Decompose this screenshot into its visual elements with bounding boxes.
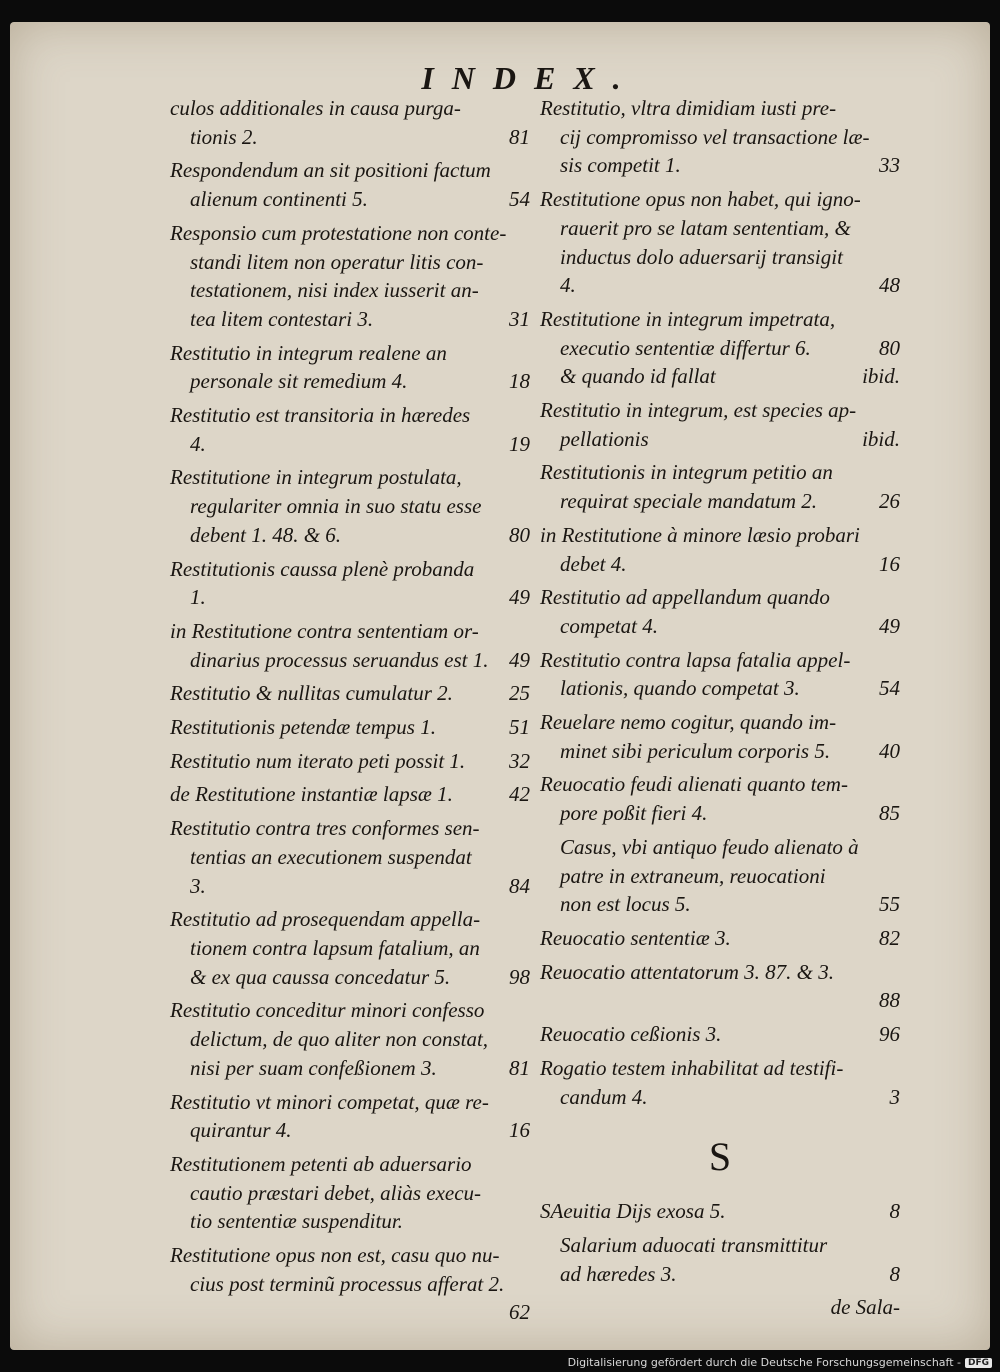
entry-text: non est locus 5.: [560, 892, 691, 917]
entry-text: Restitutionem petenti ab aduersario: [170, 1151, 472, 1176]
entry-text: delictum, de quo aliter non constat,: [190, 1027, 489, 1052]
page-reference: 48: [879, 273, 900, 298]
page-reference: 96: [879, 1022, 900, 1047]
entry-line: [540, 1020, 900, 1049]
page-reference: 16: [879, 551, 900, 576]
entry-text: patre in extraneum, reuocationi: [560, 863, 826, 888]
entry-text: candum 4.: [560, 1084, 648, 1109]
entry-text: executio sententiæ differtur 6.: [560, 335, 811, 360]
entry-text: SAeuitia Dijs exosa 5.: [540, 1199, 726, 1224]
index-entry: [170, 713, 530, 742]
entry-line: [540, 425, 900, 454]
entry-line: [540, 396, 900, 425]
entry-text: Restitutionis in integrum petitio an: [540, 460, 833, 485]
right-column: [540, 94, 900, 1322]
entry-text: Restitutio in integrum realene an: [170, 340, 447, 365]
dfg-logo-icon: DFG: [965, 1358, 992, 1368]
index-entry: [540, 305, 900, 391]
index-entry: [540, 94, 900, 180]
entry-text: Restitutio num iterato peti possit 1.: [170, 748, 466, 773]
entry-line: [170, 1298, 530, 1327]
entry-line: [170, 94, 530, 123]
index-entry: [170, 94, 530, 151]
entry-text: Restitutio ad prosequendam appella-: [170, 907, 481, 932]
entry-text: debet 4.: [560, 551, 627, 576]
page-reference: 8: [889, 1199, 900, 1224]
page-reference: 16: [509, 1118, 530, 1143]
entry-line: [540, 737, 900, 766]
index-entry: [170, 219, 530, 334]
page-reference: 31: [509, 306, 530, 331]
index-entry: [170, 747, 530, 776]
entry-text: in Restitutione à minore læsio probari: [540, 522, 860, 547]
entry-text: Restitutionis caussa plenè probanda: [170, 556, 475, 581]
index-entry: [540, 924, 900, 953]
entry-text: competat 4.: [560, 613, 658, 638]
catchword: de Sala-: [830, 1295, 900, 1320]
entry-text: Restitutio & nullitas cumulatur 2.: [170, 681, 453, 706]
entry-text: 4.: [190, 431, 206, 456]
entry-line: [540, 986, 900, 1015]
index-entry: [540, 1231, 900, 1288]
entry-text: cautio præstari debet, aliàs execu-: [190, 1180, 482, 1205]
entry-line: [170, 276, 530, 305]
entry-line: [170, 248, 530, 277]
entry-line: [540, 487, 900, 516]
entry-text: minet sibi periculum corporis 5.: [560, 738, 831, 763]
page-reference: 88: [879, 988, 900, 1013]
entry-text: Restitutio conceditur minori confesso: [170, 998, 485, 1023]
entry-line: [170, 305, 530, 334]
entry-line: [170, 555, 530, 584]
entry-text: tentias an executionem suspendat: [190, 844, 472, 869]
entry-text: Reuocatio ceßionis 3.: [540, 1022, 722, 1047]
entry-line: [540, 1231, 900, 1260]
entry-line: [540, 458, 900, 487]
page-reference: 81: [509, 124, 530, 149]
page-header: INDEX.: [421, 60, 639, 96]
entry-text: debent 1. 48. & 6.: [190, 522, 342, 547]
right-column-s-entries: [540, 1197, 900, 1288]
entry-text: regulariter omnia in suo statu esse: [190, 494, 482, 519]
index-entry: [170, 401, 530, 458]
entry-line: [170, 156, 530, 185]
entry-text: culos additionales in causa purga-: [170, 96, 461, 120]
entry-text: & ex qua caussa concedatur 5.: [190, 964, 451, 989]
entry-text: nisi per suam confeßionem 3.: [190, 1055, 437, 1080]
entry-text: Restitutio contra tres conformes sen-: [170, 816, 480, 841]
entry-line: [540, 708, 900, 737]
entry-text: Respondendum an sit positioni factum: [170, 158, 491, 183]
entry-line: [170, 1270, 530, 1299]
entry-text: in Restitutione contra sententiam or-: [170, 618, 479, 643]
entry-line: [170, 617, 530, 646]
entry-line: [540, 214, 900, 243]
entry-text: tionis 2.: [190, 124, 258, 149]
entry-text: Responsio cum protestatione non conte-: [170, 220, 507, 245]
index-entry: [540, 1054, 900, 1111]
entry-line: [540, 1197, 900, 1226]
entry-line: [170, 1088, 530, 1117]
page-reference: 49: [509, 585, 530, 610]
index-entry: [540, 185, 900, 300]
index-entry: [170, 814, 530, 900]
entry-line: [540, 1083, 900, 1112]
entry-text: Restitutio in integrum, est species ap-: [540, 398, 857, 423]
entry-text: Restitutio est transitoria in hæredes: [170, 403, 471, 428]
entry-line: [170, 1025, 530, 1054]
entry-text: 3.: [190, 873, 206, 898]
entry-line: [170, 367, 530, 396]
entry-line: [170, 1241, 530, 1270]
entry-line: [540, 521, 900, 550]
entry-line: [540, 833, 900, 862]
entry-text: Restitutione in integrum impetrata,: [540, 306, 836, 331]
index-entry: [540, 708, 900, 765]
entry-line: [170, 872, 530, 901]
entry-text: Restitutione in integrum postulata,: [170, 465, 462, 490]
entry-text: dinarius processus seruandus est 1.: [190, 647, 489, 672]
entry-text: tio sententiæ suspenditur.: [190, 1209, 403, 1234]
page-reference: 32: [509, 748, 530, 773]
entry-line: [540, 550, 900, 579]
entry-line: [170, 780, 530, 809]
entry-line: [170, 843, 530, 872]
entry-line: [170, 996, 530, 1025]
page-reference: 85: [879, 801, 900, 826]
page-reference: 18: [509, 369, 530, 394]
page-reference: 3: [889, 1084, 900, 1109]
entry-line: [170, 339, 530, 368]
entry-line: [170, 1150, 530, 1179]
page-reference: 26: [879, 489, 900, 514]
entry-line: [170, 1179, 530, 1208]
page-reference: 19: [509, 431, 530, 456]
entry-text: Salarium aduocati transmittitur: [560, 1232, 828, 1257]
entry-line: [540, 770, 900, 799]
entry-line: [540, 271, 900, 300]
page-reference: 40: [879, 738, 900, 763]
index-entry: [170, 555, 530, 612]
page-reference: 54: [509, 187, 530, 212]
page-reference: 98: [509, 964, 530, 989]
book-page: [10, 22, 990, 1350]
index-entry: [540, 646, 900, 703]
entry-text: tea litem contestari 3.: [190, 306, 374, 331]
entry-line: [170, 713, 530, 742]
entry-text: ad hæredes 3.: [560, 1261, 677, 1286]
entry-line: [540, 185, 900, 214]
entry-text: standi litem non operatur litis con-: [190, 249, 484, 274]
entry-text: 1.: [190, 585, 206, 610]
page-reference: 8: [889, 1261, 900, 1286]
entry-line: [540, 362, 900, 391]
entry-line: [540, 1260, 900, 1289]
page-reference: 54: [879, 676, 900, 701]
entry-line: [540, 862, 900, 891]
index-entry: [170, 780, 530, 809]
entry-text: quirantur 4.: [190, 1118, 292, 1143]
entry-line: [170, 963, 530, 992]
entry-line: [540, 94, 900, 123]
entry-line: [540, 123, 900, 152]
entry-text: cij compromisso vel transactione læ-: [560, 124, 870, 149]
entry-text: & quando id fallat: [560, 364, 716, 389]
entry-text: Restitutio vt minori competat, quæ re-: [170, 1089, 489, 1114]
index-entry: [540, 958, 900, 1015]
entry-text: Restitutionis petendæ tempus 1.: [170, 715, 436, 740]
index-entry: [540, 1197, 900, 1226]
index-entry: [170, 617, 530, 674]
entry-text: cius post terminũ processus afferat 2.: [190, 1271, 505, 1296]
page-reference: 51: [509, 715, 530, 740]
entry-line: [540, 243, 900, 272]
page-reference: 55: [879, 892, 900, 917]
page-reference: ibid.: [862, 426, 900, 451]
entry-text: Reuocatio feudi alienati quanto tem-: [540, 772, 848, 797]
index-entry: [540, 1020, 900, 1049]
entry-line: [540, 151, 900, 180]
page-reference: 25: [509, 681, 530, 706]
index-entry: [170, 996, 530, 1082]
entry-text: pellationis: [560, 426, 649, 451]
index-entry: [170, 679, 530, 708]
entry-text: de Restitutione instantiæ lapsæ 1.: [170, 782, 453, 807]
entry-text: personale sit remedium 4.: [190, 369, 408, 394]
entry-line: [540, 334, 900, 363]
entry-text: tionem contra lapsum fatalium, an: [190, 935, 480, 960]
entry-text: alienum continenti 5.: [190, 187, 368, 212]
index-entry: [170, 1150, 530, 1236]
entry-line: [170, 219, 530, 248]
index-entry: [540, 458, 900, 515]
entry-text: Restitutio contra lapsa fatalia appel-: [540, 647, 851, 672]
entry-line: [170, 646, 530, 675]
index-entry: [170, 339, 530, 396]
page-reference: 62: [509, 1300, 530, 1325]
page-reference: 49: [509, 647, 530, 672]
entry-text: Rogatio testem inhabilitat ad testifi-: [540, 1055, 844, 1080]
footer-text: Digitalisierung gefördert durch die Deutsche Forschungsgemeinschaft -: [567, 1356, 961, 1369]
entry-line: [540, 958, 900, 987]
entry-line: [170, 492, 530, 521]
entry-line: [170, 463, 530, 492]
entry-line: [540, 612, 900, 641]
entry-line: [540, 799, 900, 828]
entry-text: Restitutione opus non est, casu quo nu-: [170, 1243, 500, 1268]
entry-line: [540, 924, 900, 953]
index-entry: [540, 521, 900, 578]
entry-line: [540, 890, 900, 919]
entry-text: Reuocatio sententiæ 3.: [540, 925, 731, 950]
entry-line: [540, 646, 900, 675]
entry-line: [170, 814, 530, 843]
entry-text: inductus dolo aduersarij transigit: [560, 244, 843, 269]
right-column-entries: [540, 94, 900, 1111]
page-reference: 49: [879, 613, 900, 638]
entry-text: Reuelare nemo cogitur, quando im-: [540, 710, 837, 735]
entry-line: [540, 674, 900, 703]
entry-line: [170, 1207, 530, 1236]
entry-text: rauerit pro se latam sententiam, &: [560, 215, 851, 240]
entry-line: [170, 401, 530, 430]
page-reference: 80: [879, 335, 900, 360]
entry-line: [170, 934, 530, 963]
index-entry: [540, 770, 900, 827]
page-reference: 82: [879, 925, 900, 950]
entry-text: Casus, vbi antiquo feudo alienato à: [560, 834, 859, 859]
page-reference: 33: [879, 153, 900, 178]
entry-line: [170, 583, 530, 612]
entry-line: [170, 123, 530, 152]
page-reference: 42: [509, 782, 530, 807]
page-reference: 81: [509, 1055, 530, 1080]
entry-text: 4.: [560, 273, 576, 298]
index-entry: [540, 583, 900, 640]
index-entry: [170, 905, 530, 991]
footer: [568, 1356, 992, 1369]
entry-text: requirat speciale mandatum 2.: [560, 489, 818, 514]
entry-line: [540, 305, 900, 334]
entry-text: pore poßit fieri 4.: [560, 801, 708, 826]
entry-line: [170, 747, 530, 776]
entry-text: Restitutio ad appellandum quando: [540, 585, 830, 610]
entry-line: [540, 1054, 900, 1083]
index-entry: [170, 1241, 530, 1327]
entry-text: Restitutio, vltra dimidiam iusti pre-: [540, 96, 837, 120]
index-entry: [540, 833, 900, 919]
catchword-line: [540, 1293, 900, 1322]
entry-line: [170, 1054, 530, 1083]
entry-line: [170, 430, 530, 459]
page-reference: 84: [509, 873, 530, 898]
entry-line: [170, 679, 530, 708]
entry-line: [170, 185, 530, 214]
entry-line: [540, 583, 900, 612]
entry-text: testationem, nisi index iusserit an-: [190, 278, 479, 303]
entry-line: [170, 1116, 530, 1145]
entry-line: [170, 905, 530, 934]
index-entry: [170, 463, 530, 549]
entry-text: Restitutione opus non habet, qui igno-: [540, 187, 861, 212]
entry-text: sis competit 1.: [560, 153, 681, 178]
index-entry: [540, 396, 900, 453]
entry-line: [170, 521, 530, 550]
page-reference: 80: [509, 522, 530, 547]
index-entry: [170, 1088, 530, 1145]
index-entry: [170, 156, 530, 213]
left-column: [170, 94, 530, 1332]
entry-text: lationis, quando competat 3.: [560, 676, 800, 701]
page-reference: ibid.: [862, 364, 900, 389]
entry-text: Reuocatio attentatorum 3. 87. & 3.: [540, 959, 834, 984]
section-letter: S: [708, 1134, 732, 1180]
